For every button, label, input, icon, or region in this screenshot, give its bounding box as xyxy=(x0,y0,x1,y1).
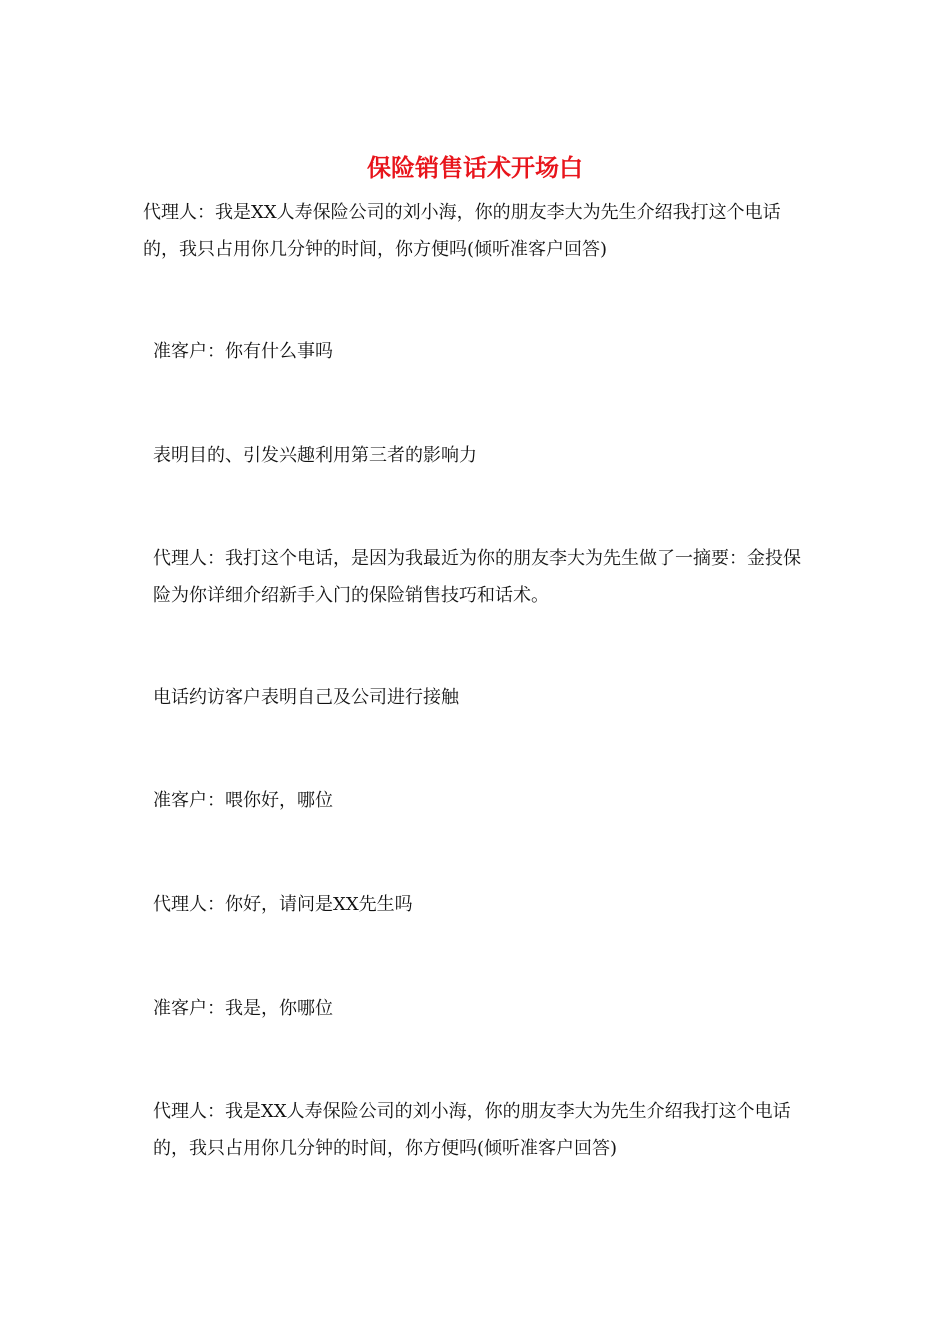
document-title: 保险销售话术开场白 xyxy=(367,153,583,182)
paragraph-6: 准客户：喂你好，哪位 xyxy=(153,790,333,811)
paragraph-4: 代理人：我打这个电话，是因为我最近为你的朋友李大为先生做了一摘要：金投保险为你详细介绍新手入门的保险销售技巧和话术。 xyxy=(153,548,801,606)
paragraph-3: 表明目的、引发兴趣利用第三者的影响力 xyxy=(153,445,477,466)
paragraph-9: 代理人：我是XX人寿保险公司的刘小海，你的朋友李大为先生介绍我打这个电话的，我只占用你几分钟的时间，你方便吗(倾听准客户回答) xyxy=(153,1101,791,1159)
paragraph-5: 电话约访客户表明自己及公司进行接触 xyxy=(153,687,459,708)
paragraph-2: 准客户：你有什么事吗 xyxy=(153,341,333,362)
paragraph-1: 代理人：我是XX人寿保险公司的刘小海，你的朋友李大为先生介绍我打这个电话的，我只占用你几分钟的时间，你方便吗(倾听准客户回答) xyxy=(143,202,781,260)
paragraph-7: 代理人：你好，请问是XX先生吗 xyxy=(153,894,413,915)
paragraph-8: 准客户：我是，你哪位 xyxy=(153,998,333,1019)
